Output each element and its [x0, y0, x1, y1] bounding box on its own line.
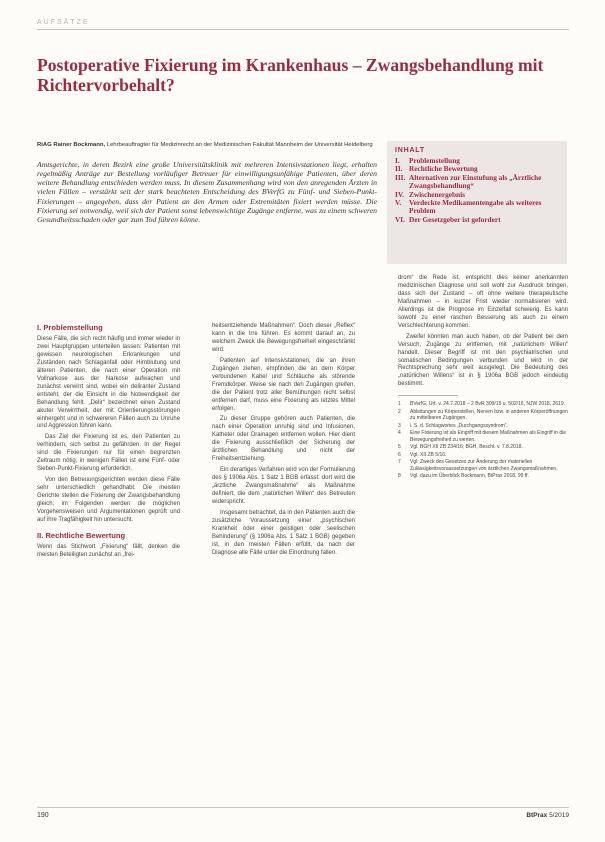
- footnote: [398, 459, 568, 472]
- toc-item[interactable]: [395, 174, 559, 191]
- footnote: [398, 452, 568, 459]
- footnote-text: Eine Fixierung ist als Eingriff mit diesem Maßnahmen als Eingriff in die Bewegungsfreiheit zu werten.: [410, 430, 566, 443]
- paragraph: heitsentziehende Maßnahmen“. Doch dieser „Reflex“ kann in die Irre führen. Es kommt darauf an, zu welchem Zweck die Bewegungsfreiheit eingeschränkt wird.: [212, 323, 355, 353]
- footnotes: [398, 401, 568, 480]
- footnote-number: 4: [398, 430, 401, 437]
- paragraph: drom“ die Rede ist, entspricht dies keiner anerkannten medizinischen Diagnose und soll wohl zur Ausdruck bringen, dass sich der Zustand – oft ohne weitere therapeutische Maßnahmen – in kurzer Frist wieder normalisieren wird. Allerdings ist die Prognose im Einzelfall schwierig. Es kann sowohl zu einer raschen Besserung als auch zu einem Verschlechterung kommen.: [398, 275, 568, 329]
- footnote-number: 3: [398, 422, 401, 429]
- section-heading: I. Problemstellung: [37, 323, 103, 332]
- footnote-number: 7: [398, 459, 401, 466]
- paragraph: Ein derartiges Verfahren wird von der Formulierung des § 1906a Abs. 1 Satz 1 BGB erfasst: dort wird die „ärztliche Zwangsmaßnahme“ als Maßnahme definiert, die dem „natürlichen Willen“ des Betreuten widerspricht.: [212, 467, 355, 506]
- footnote-text: Vgl. XII ZB 5/16.: [410, 451, 447, 458]
- text-column-right: [398, 275, 568, 481]
- footnote: [398, 409, 568, 422]
- footnote-number: 2: [398, 408, 401, 415]
- footnote-text: Vgl. Zweck des Gesetzes zur Änderung der materiellen Zulässigkeitsvoraussetzungen von ärztlichen Zwangsmaßnahmen.: [410, 459, 558, 472]
- table-of-contents: [387, 141, 567, 264]
- article-title: Postoperative Fixierung im Krankenhaus – Zwangsbehandlung mit Richtervorbehalt?: [37, 55, 544, 95]
- paragraph: Wenn das Stichwort „Fixierung“ fällt, denken die meisten Beteiligten zunächst an „frei-: [37, 543, 180, 558]
- toc-item-label: Problemstellung: [409, 156, 460, 165]
- paragraph: Patienten auf Intensivstationen, die an ihren Zugängen ziehen, empfinden die an dem Körper verbundenen Kabel und Schläuche als störende Fremdkörper. Weise sie nach den Zugängen greifen, die der Patient trotz aller Bemühungen nicht selbst entfernen darf, muss eine Fixierung als letztes Mittel erfolgen.: [212, 357, 355, 412]
- paragraph: Zu dieser Gruppe gehören auch Patienten, die nach einer Operation unruhig sind und Infusionen, Katheter oder Drainagen entfernen wollen. Hier dient die Fixierung ausschließlich der Sicherung der ärztlichen Behandlung und nicht der Freiheitsentziehung.: [212, 416, 355, 463]
- bottom-divider: [37, 807, 569, 808]
- toc-item-label: Der Gesetzgeber ist gefordert: [409, 214, 501, 224]
- section-label: AUFSÄTZE: [37, 19, 90, 26]
- footnote-number: 1: [398, 401, 401, 408]
- toc-item-label: Zwischenergebnis: [409, 189, 465, 199]
- abstract: Amtsgerichte, in deren Bezirk eine große Universitätsklinik mit mehreren Intensivstationen liegt, erhalten regelmäßig Anträge zur Bestellung vorläufiger Betreuer für einwilligungsunfähige Patienten, über deren weitere Behandlung entschieden werden muss. In diesem Zusammenhang wird von den anregenden Ärzten in vielen Fällen – verstärkt seit der stark beachteten Entscheidung des BVerfG zu Fünf- und Sieben-Punkt-Fixierungen – angegeben, dass der Patient an den Armen oder Extremitäten fixiert werden müsse. Die Fixierung sei notwendig, weil sich der Patient sonst lebenswichtige Zugänge entferne, was zu einem schweren Gesundheitsschaden oder gar zum Tod führen könne.: [37, 160, 377, 224]
- toc-item-number: VI.: [395, 214, 405, 224]
- footnote-text: Vgl. BGH XII ZB 234/16; BGH, Beschl. v. 7.8.2018.: [410, 444, 523, 451]
- toc-item-label: Rechtliche Bewertung: [409, 164, 478, 174]
- paragraph: Von den Betreuungsgerichten werden diese Fälle sehr unterschiedlich gehandhabt. Die meisten Gerichte stellen die Fixierung der Zwangsbehandlung gleich; im Folgenden werden die möglichen Vorgehensweisen und Argumentationen geprüft und auf ihre Tragfähigkeit hin untersucht.: [37, 477, 180, 523]
- footnote-number: 5: [398, 444, 401, 451]
- footnote-text: Ableitungen zu Körperstellen, Nerven bzw. in anderen Körperöffnungen zu mittelbaren Zugängen.: [410, 408, 568, 422]
- paragraph: Diese Fälle, die sich recht häufig und immer wieder in zwei Hauptgruppen unterteilen lassen: Patienten mit gewissen neurologischen Erkrankungen und Zuständen nach Schlaganfall oder Hirnblutung und älteren Patienten, die nach einer Operation mit Vollnarkose aus der Narkose aufwachen und zunächst verwirrt sind, wobei ein deliranter Zustand entsteht, der die Einsicht in die Notwendigkeit der Behandlung fehlt. „Delir“ bezeichnet einen Zustand akuter Verwirrtheit, der mit Orientierungsstörungen einhergeht und in schwereren Fällen auch zu Unruhe und Aggression führen kann.: [37, 336, 180, 430]
- paragraph: Das Ziel der Fixierung ist es, den Patienten zu verhindern, sich selbst zu gefährden. In der Regel sind die Fixierungen nur für einen begrenzten Zeitraum nötig; in wenigen Fällen ist eine Fünf- oder Sieben-Punkt-Fixierung erforderlich.: [37, 434, 180, 473]
- toc-item-label: Verdeckte Medikamentengabe als weiteres Problem: [409, 198, 542, 216]
- toc-title: INHALT: [395, 147, 425, 154]
- footnote-number: 6: [398, 451, 401, 458]
- footnote-number: 8: [398, 473, 401, 480]
- author-name: RiAG Rainer Bockmann,: [37, 142, 106, 148]
- journal-issue: 5/2019: [549, 812, 569, 819]
- toc-item-number: III.: [395, 172, 406, 182]
- page-number: 190: [37, 812, 49, 819]
- footnote-text: BVerfG, Urt. v. 24.7.2018 – 2 BvR 309/15 u. 502/16, NJW 2018, 2619.: [410, 401, 565, 408]
- footnote: [398, 401, 568, 408]
- toc-item-label: Alternativen zur Einstufung als „Ärztliche Zwangsbehandlung“: [409, 172, 542, 191]
- footnote: [398, 444, 568, 451]
- text-column-middle: [212, 323, 355, 561]
- author-line: [37, 141, 377, 150]
- footnote: [398, 423, 568, 430]
- toc-item-number: II.: [395, 164, 403, 174]
- paragraph: Insgesamt betrachtet, da in den Patienten auch die zusätzliche Voraussetzung einer „psychischen Krankheit oder einer geistigen oder seelischen Behinderung“ (§ 1906a Abs. 1 Satz 1 BGB) gegeben ist, in den meisten Fällen erfüllt, da nach der Diagnose alle Fälle unter die Einordnung fallen.: [212, 509, 355, 556]
- section-heading: II. Rechtliche Bewertung: [37, 530, 126, 540]
- toc-item-number: IV.: [395, 189, 404, 199]
- author-affiliation: Lehrbeauftragter für Medizinrecht an der Medizinischen Fakultät Mannheim der Universität Heidelberg: [106, 142, 373, 148]
- journal-reference: [526, 812, 569, 819]
- footnote-text: i. S. d. Schlagwortes „Durchgangssyndrom“.: [410, 422, 508, 429]
- toc-item-number: V.: [395, 198, 402, 208]
- toc-item[interactable]: [395, 216, 559, 224]
- footnote-text: Vgl. dazu im Überblick Bockmann, BtPrax 2018, 99 ff.: [410, 473, 529, 480]
- toc-item-number: I.: [395, 156, 400, 165]
- top-divider: [37, 29, 569, 30]
- journal-name: BtPrax: [526, 812, 548, 819]
- paragraph: Zweifel könnten man auch haben, ob der Patient bei dem Versuch, Zugänge zu entfernen, mit „natürlichem Willen“ handelt. Dieser Begriff ist mit den psychiatrischen und somatischen Bedingungen verbunden und wird in der Rechtsprechung sehr weit ausgelegt. Die Bedeutung des „natürlichen Willens“ ist in § 1906a BGB jedoch eindeutig bestimmt.: [398, 333, 568, 388]
- footnote: [398, 430, 568, 443]
- footnote-divider: [398, 395, 458, 396]
- text-column-left: [37, 323, 180, 563]
- toc-item[interactable]: [395, 199, 559, 216]
- footnote: [398, 473, 568, 480]
